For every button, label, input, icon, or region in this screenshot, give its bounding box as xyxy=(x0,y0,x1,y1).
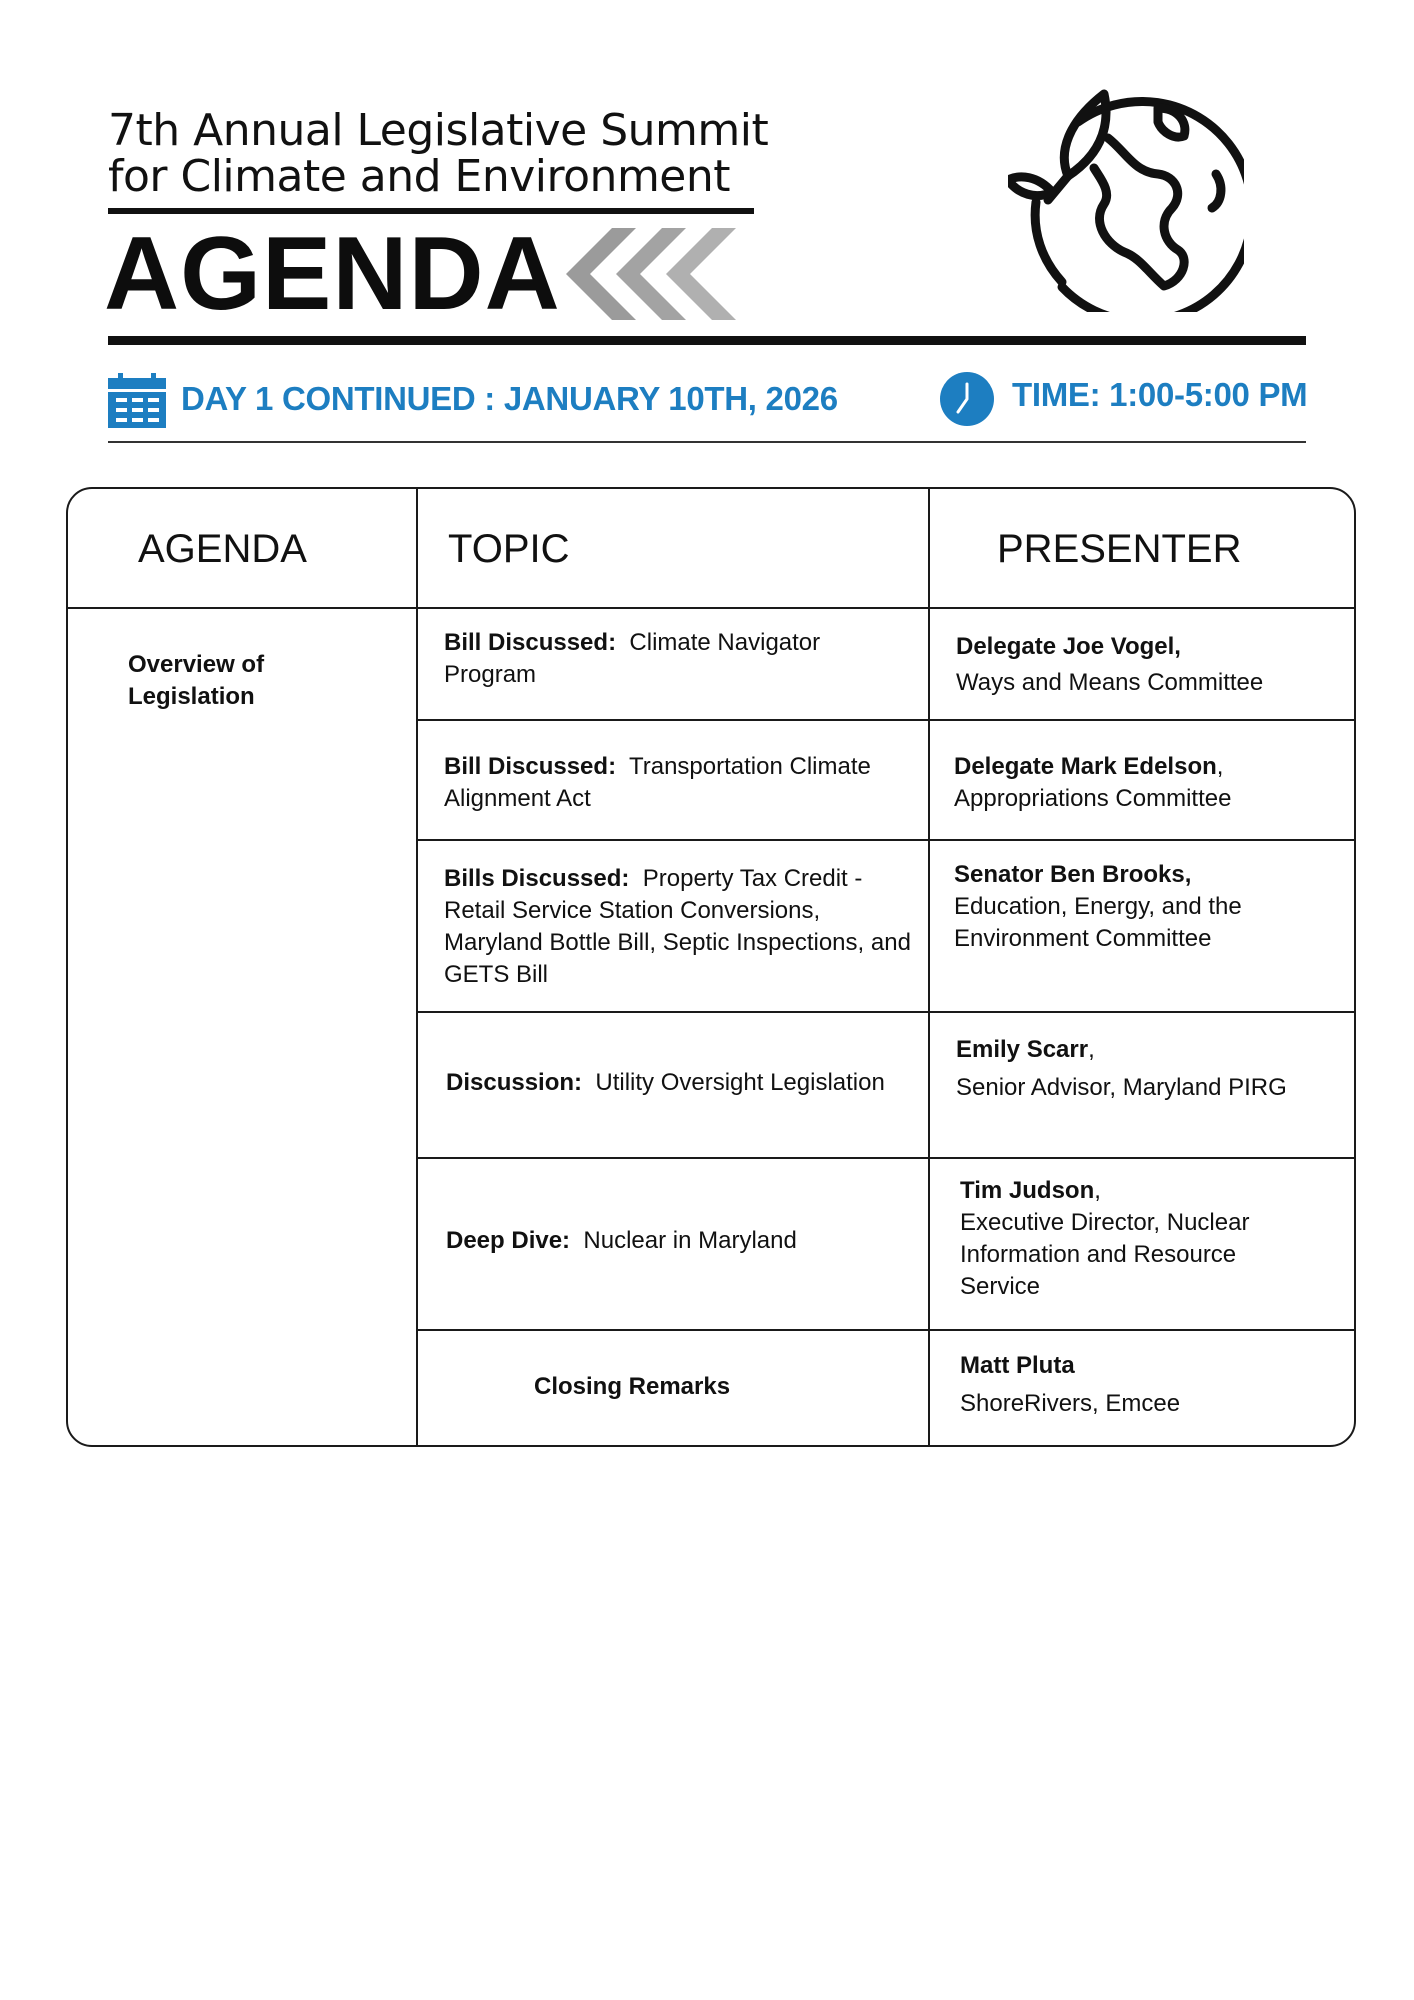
topic-text: Transportation Climate Alignment Act xyxy=(444,753,871,812)
topic-label: Bill Discussed: xyxy=(444,629,617,656)
topic-label: Bill Discussed: xyxy=(444,753,617,780)
presenter-role: Senior Advisor, Maryland PIRG xyxy=(956,1074,1287,1101)
calendar-icon xyxy=(108,373,166,428)
agenda-section-label: Overview of Legislation xyxy=(128,651,265,710)
presenter-name: Matt Pluta xyxy=(960,1352,1075,1379)
presenter-role: ShoreRivers, Emcee xyxy=(960,1390,1181,1417)
page-title: AGENDA xyxy=(104,216,561,332)
presenter-cell xyxy=(956,629,1336,701)
row-divider xyxy=(416,1157,1356,1159)
clock-icon xyxy=(940,372,994,426)
topic-text: Climate Navigator Program xyxy=(444,629,821,688)
topic-cell xyxy=(444,751,914,815)
presenter-separator: , xyxy=(1088,1036,1095,1063)
topic-cell xyxy=(446,1225,916,1257)
topic-cell xyxy=(444,627,904,691)
topic-text: Nuclear in Maryland xyxy=(583,1227,797,1254)
presenter-name: Delegate Mark Edelson xyxy=(954,753,1217,780)
row-divider xyxy=(418,1329,1356,1331)
subtitle-line-2: for Climate and Environment xyxy=(108,151,731,202)
column-header-topic: TOPIC xyxy=(448,527,570,571)
globe-with-leaves-icon xyxy=(1008,82,1244,312)
title-divider xyxy=(108,208,754,214)
presenter-role: Executive Director, Nuclear Information and Resource Service xyxy=(960,1209,1250,1300)
subtitle-line-1: 7th Annual Legislative Summit xyxy=(108,105,769,156)
event-time: TIME: 1:00-5:00 PM xyxy=(1012,376,1308,413)
topic-cell xyxy=(444,863,914,991)
presenter-name: Emily Scarr xyxy=(956,1036,1089,1063)
presenter-role: Education, Energy, and the Environment Committee xyxy=(954,893,1242,952)
header-divider xyxy=(108,336,1306,345)
row-divider xyxy=(416,719,1356,721)
presenter-name: Delegate Joe Vogel, xyxy=(956,633,1181,660)
info-divider xyxy=(108,441,1306,443)
presenter-cell xyxy=(954,751,1334,815)
column-divider xyxy=(928,489,930,1445)
topic-text: Property Tax Credit - Retail Service Station Conversions, Maryland Bottle Bill, Septic Inspections, and GETS Bill xyxy=(444,865,911,988)
presenter-cell xyxy=(954,859,1294,955)
presenter-name: Tim Judson xyxy=(960,1177,1095,1204)
presenter-separator: , xyxy=(1216,753,1224,780)
row-divider xyxy=(416,839,1356,841)
topic-label: Closing Remarks xyxy=(534,1373,731,1400)
topic-label: Discussion: xyxy=(446,1069,583,1096)
agenda-table xyxy=(66,487,1356,1447)
row-divider xyxy=(416,1011,1356,1013)
chevrons-left-icon xyxy=(566,228,738,320)
header-row-divider xyxy=(68,607,1356,609)
column-header-agenda: AGENDA xyxy=(138,527,307,571)
column-header-presenter: PRESENTER xyxy=(997,527,1242,571)
topic-label: Bills Discussed: xyxy=(444,865,630,892)
presenter-role: Ways and Means Committee xyxy=(956,669,1264,696)
event-date: DAY 1 CONTINUED : JANUARY 10TH, 2026 xyxy=(181,380,838,417)
presenter-role: Appropriations Committee xyxy=(954,785,1232,812)
topic-cell xyxy=(446,1067,926,1099)
presenter-cell xyxy=(956,1031,1346,1107)
presenter-name: Senator Ben Brooks, xyxy=(954,861,1192,888)
presenter-separator: , xyxy=(1094,1177,1101,1204)
presenter-cell xyxy=(960,1347,1300,1423)
column-divider xyxy=(416,489,418,1445)
presenter-cell xyxy=(960,1175,1290,1303)
event-subtitle xyxy=(108,105,828,202)
topic-label: Deep Dive: xyxy=(446,1227,571,1254)
topic-cell xyxy=(534,1371,834,1403)
topic-text: Utility Oversight Legislation xyxy=(595,1069,885,1096)
